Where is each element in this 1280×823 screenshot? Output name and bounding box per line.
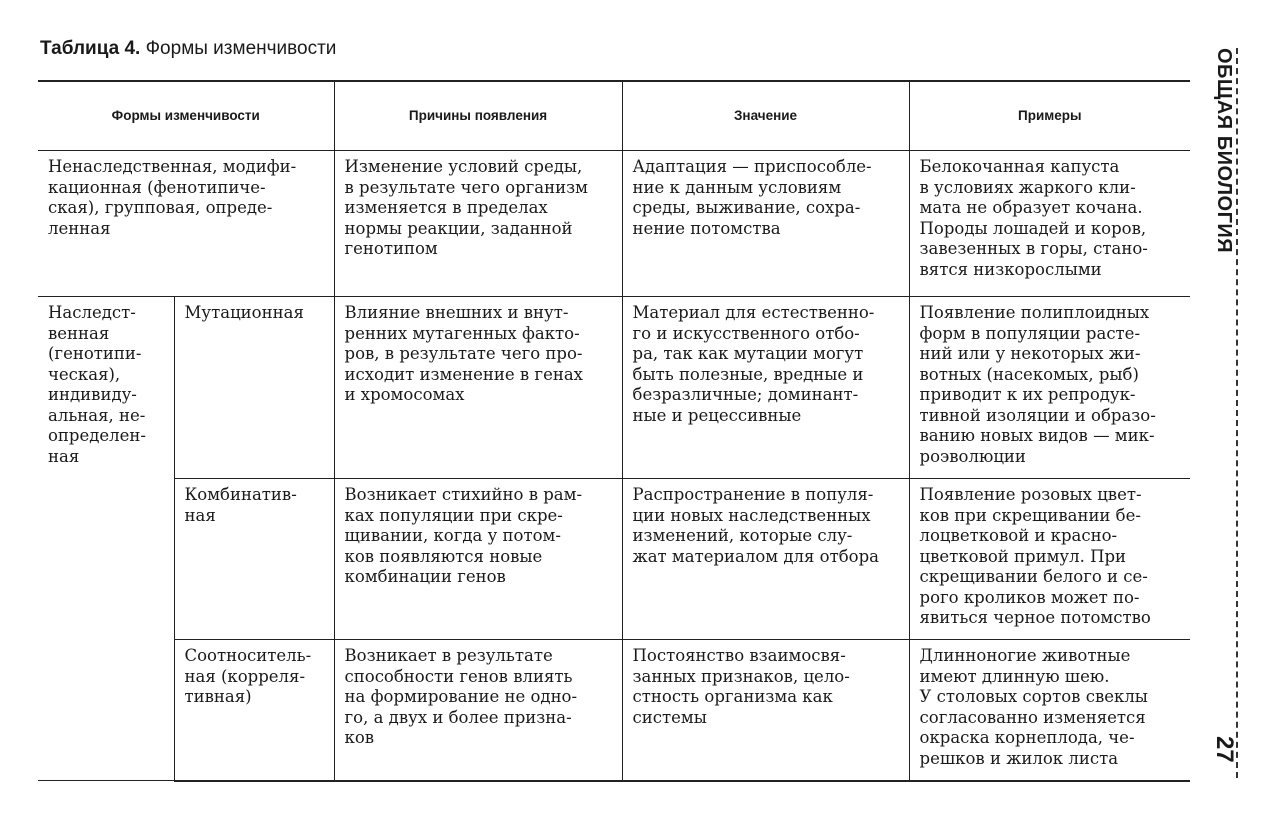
meaning-cell: Материал для естественно- го и искусственного отбо- ра, так как мутации могут быть полезные, вредные и безразличные; доминант- ные и рецессивные xyxy=(622,297,909,479)
causes-cell: Изменение условий среды, в результате чего организм изменяется в пределах нормы реакции, заданной генотипом xyxy=(334,151,622,297)
causes-cell: Возникает в результате способности генов влиять на формирование не одно- го, а двух и более призна- ков xyxy=(334,640,622,781)
header-forms: Формы изменчивости xyxy=(38,81,334,151)
table-caption xyxy=(40,38,336,60)
header-examples: Примеры xyxy=(909,81,1190,151)
examples-cell: Длинноногие животные имеют длинную шею. У столовых сортов свеклы согласованно изменяется окраска корнеплода, че- решков и жилок листа xyxy=(909,640,1190,781)
subform-cell: Комбинатив- ная xyxy=(174,479,334,640)
header-causes: Причины появления xyxy=(334,81,622,151)
caption-label: Таблица 4. xyxy=(40,38,141,59)
header-meaning: Значение xyxy=(622,81,909,151)
examples-cell: Появление розовых цвет- ков при скрещивании бе- лоцветковой и красно- цветковой примул. При скрещивании белого и се- рого кроликов может по- явиться черное потомство xyxy=(909,479,1190,640)
table-row xyxy=(38,297,1190,479)
causes-cell: Возникает стихийно в рам- ках популяции при скре- щивании, когда у потом- ков появляются новые комбинации генов xyxy=(334,479,622,640)
sidebar-dashed-line xyxy=(1236,48,1238,778)
table-row xyxy=(38,151,1190,297)
subform-cell: Мутационная xyxy=(174,297,334,479)
form-hereditary: Наследст- венная (генотипи- ческая), индивиду- альная, не- определен- ная xyxy=(38,297,174,781)
caption-title: Формы изменчивости xyxy=(145,38,337,59)
meaning-cell: Постоянство взаимосвя- занных признаков, цело- стность организма как системы xyxy=(622,640,909,781)
meaning-cell: Распространение в популя- ции новых наследственных изменений, которые слу- жат материалом для отбора xyxy=(622,479,909,640)
header-row xyxy=(38,81,1190,151)
table-row xyxy=(38,640,1190,781)
form-nonhereditary: Ненаследственная, модифи- кационная (фенотипиче- ская), групповая, опреде- ленная xyxy=(38,151,334,297)
section-title: ОБЩАЯ БИОЛОГИЯ xyxy=(1213,48,1235,254)
examples-cell: Белокочанная капуста в условиях жаркого кли- мата не образует кочана. Породы лошадей и коров, завезенных в горы, стано- вятся низкорослыми xyxy=(909,151,1190,297)
variability-table xyxy=(38,80,1190,782)
table-row xyxy=(38,479,1190,640)
page-sidebar xyxy=(1208,48,1240,778)
page-number: 27 xyxy=(1211,736,1238,763)
meaning-cell: Адаптация — приспособле- ние к данным условиям среды, выживание, сохра- нение потомства xyxy=(622,151,909,297)
examples-cell: Появление полиплоидных форм в популяции расте- ний или у некоторых жи- вотных (насекомых, рыб) приводит к их репродук- тивной изоляции и образо- ванию новых видов — мик- роэволюции xyxy=(909,297,1190,479)
subform-cell: Соотноситель- ная (корреля- тивная) xyxy=(174,640,334,781)
causes-cell: Влияние внешних и внут- ренних мутагенных факто- ров, в результате чего про- исходит изменение в генах и хромосомах xyxy=(334,297,622,479)
